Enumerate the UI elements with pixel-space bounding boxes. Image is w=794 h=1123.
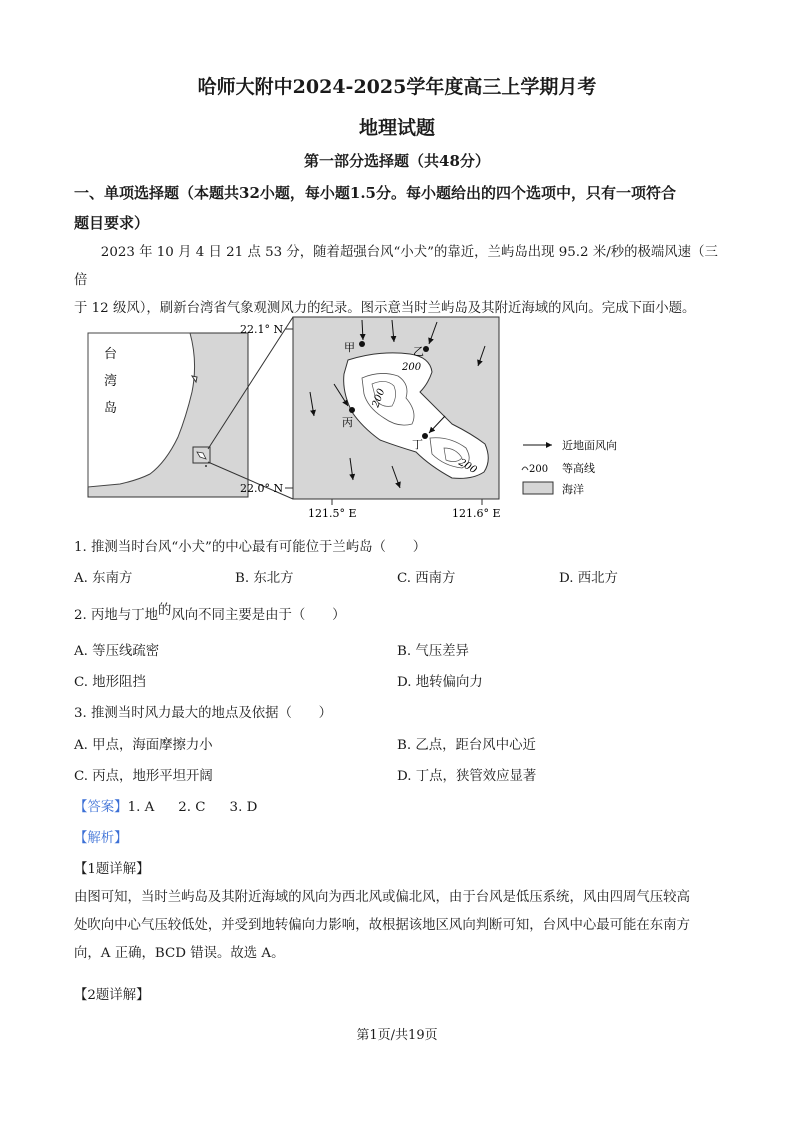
section-heading (74, 178, 734, 238)
contour-label-west: 200 (370, 387, 388, 410)
answer-label: 【答案】 (74, 800, 128, 815)
legend-contour-symbol (522, 467, 528, 470)
question-2-stem-part3: 风向不同主要是由于（ ） (171, 608, 346, 623)
intro-line1: 2023 年 10 月 4 日 21 点 53 分，随着超强台风“小犬”的靠近，兰屿岛出现 95.2 米/秒的极端风速（三倍 (74, 245, 718, 288)
question-2-stem-part1: 2. 丙地与丁地 (74, 608, 158, 623)
legend-contour-label: 等高线 (562, 462, 595, 475)
point-yi-label: 乙 (413, 345, 424, 358)
intro-paragraph (74, 239, 724, 323)
analysis-label: 【解析】 (74, 831, 128, 846)
intro-line2: 于 12 级风），刷新台湾省气象观测风力的纪录。图示意当时兰屿岛及其附近海域的风向。完成下面小题。 (74, 301, 696, 316)
q1-explanation-line1: 由图可知，当时兰屿岛及其附近海域的风向为西北风或偏北风，由于台风是低压系统，风由四周气压较高 (74, 890, 690, 905)
page-title: 哈师大附中2024-2025学年度高三上学期月考 (197, 76, 597, 98)
taiwan-label-3: 岛 (104, 401, 118, 416)
legend-wind-label: 近地面风向 (562, 439, 617, 452)
lon-left-label: 121.5° E (308, 507, 357, 520)
q1-option-d[interactable]: D. 西北方 (559, 571, 618, 586)
q1-explanation (74, 884, 724, 968)
legend-contour-sample: 200 (529, 464, 549, 475)
question-2-stem (74, 604, 345, 623)
q2-option-d[interactable]: D. 地转偏向力 (397, 675, 483, 690)
question-2-stem-part2: 的 (158, 603, 172, 618)
lanyu-wind-map (80, 312, 640, 522)
q1-explanation-heading: 【1题详解】 (74, 862, 150, 877)
answer-row (74, 796, 257, 815)
q2-option-c[interactable]: C. 地形阻挡 (74, 675, 146, 690)
q1-explanation-line3: 向，A 正确，BCD 错误。故选 A。 (74, 946, 285, 961)
q3-option-c[interactable]: C. 丙点，地形平坦开阔 (74, 769, 213, 784)
section-heading-line1: 一、单项选择题（本题共32小题，每小题1.5分。每小题给出的四个选项中，只有一项符合 (74, 184, 676, 202)
point-bing-marker (349, 407, 355, 413)
taiwan-label-1: 台 (104, 347, 118, 362)
part-title: 第一部分选择题（共48分） (304, 152, 490, 170)
point-ding-label: 丁 (412, 438, 423, 451)
small-islet-dot (205, 465, 207, 467)
point-jia-label: 甲 (344, 341, 355, 354)
q3-option-b[interactable]: B. 乙点，距台风中心近 (397, 738, 536, 753)
page-number: 第1页/共19页 (356, 1028, 438, 1043)
taiwan-label-2: 湾 (104, 374, 118, 389)
contour-label-east: 200 (456, 457, 479, 477)
contour-label-north: 200 (402, 362, 422, 373)
question-3-stem: 3. 推测当时风力最大的地点及依据（ ） (74, 706, 333, 721)
lon-right-label: 121.6° E (452, 507, 501, 520)
q2-option-a[interactable]: A. 等压线疏密 (74, 644, 160, 659)
answer-3: 3. D (229, 800, 258, 815)
q1-explanation-line2: 处吹向中心气压较低处，并受到地转偏向力影响，故根据该地区风向判断可知，台风中心最可能在东南方 (74, 918, 690, 933)
q1-option-a[interactable]: A. 东南方 (74, 571, 133, 586)
legend-ocean-swatch (523, 482, 553, 494)
point-jia-marker (359, 341, 365, 347)
q1-option-b[interactable]: B. 东北方 (235, 571, 294, 586)
section-heading-line2: 题目要求） (74, 214, 150, 232)
question-1-stem: 1. 推测当时台风“小犬”的中心最有可能位于兰屿岛（ ） (74, 540, 427, 555)
point-bing-label: 丙 (342, 416, 353, 429)
lat-bottom-label: 22.0° N (240, 482, 284, 495)
q2-explanation-heading: 【2题详解】 (74, 988, 150, 1003)
answer-1: 1. A (127, 800, 155, 815)
subject-title: 地理试题 (358, 117, 435, 139)
lat-top-label: 22.1° N (240, 323, 284, 336)
q3-option-a[interactable]: A. 甲点，海面摩擦力小 (74, 738, 213, 753)
answer-2: 2. C (178, 800, 206, 815)
q1-option-c[interactable]: C. 西南方 (397, 571, 456, 586)
q2-option-b[interactable]: B. 气压差异 (397, 644, 469, 659)
legend-ocean-label: 海洋 (562, 483, 584, 496)
q3-option-d[interactable]: D. 丁点，狭管效应显著 (397, 769, 537, 784)
